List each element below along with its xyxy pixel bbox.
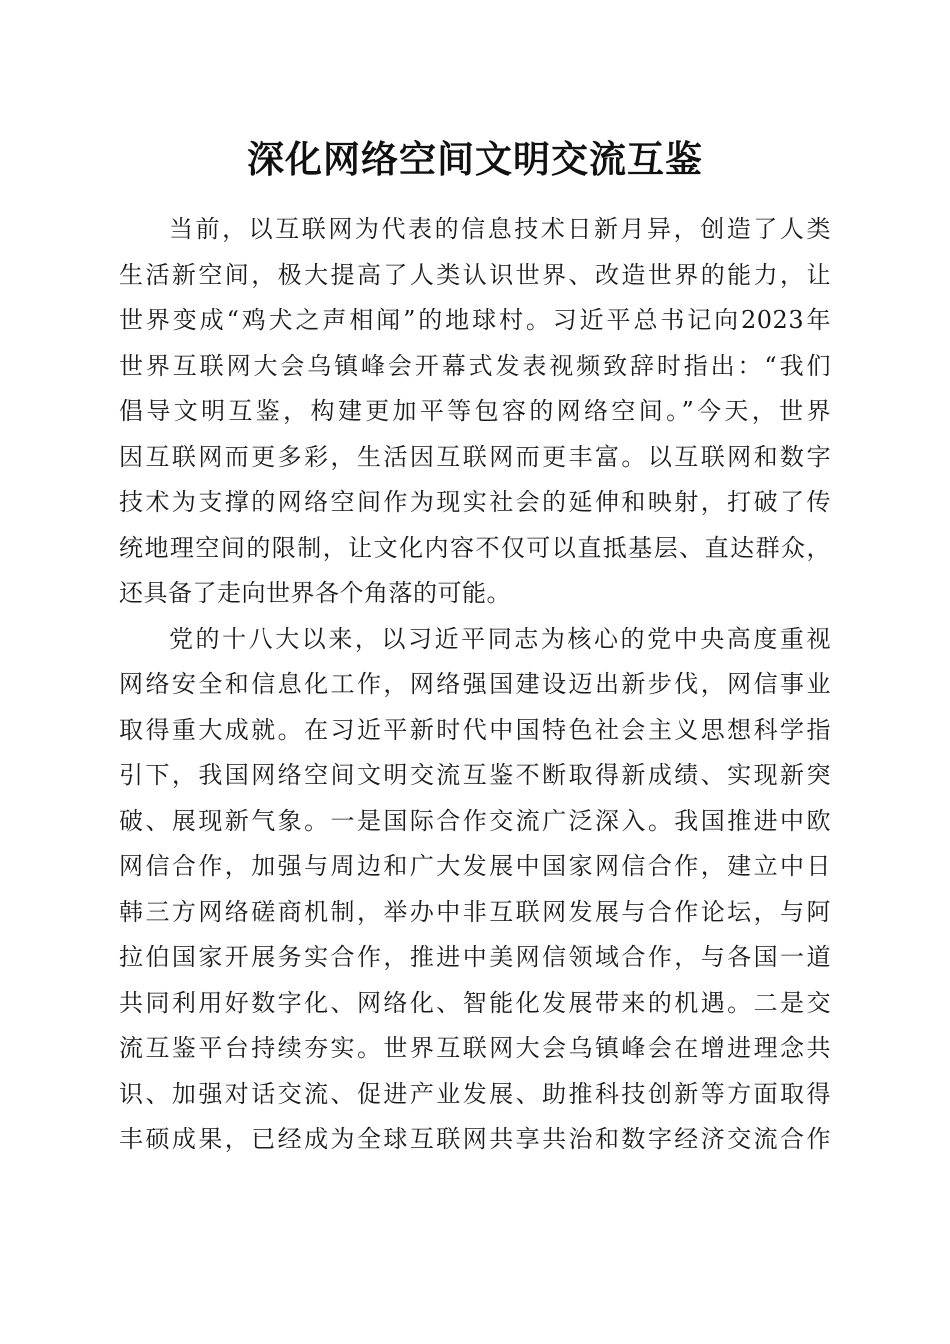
paragraph-line: 丰硕成果，已经成为全球互联网共享共治和数字经济交流合作 bbox=[119, 1125, 831, 1153]
paragraph-line: 生活新空间，极大提高了人类认识世界、改造世界的能力，让 bbox=[119, 260, 831, 289]
paragraph-line: 流互鉴平台持续夯实。世界互联网大会乌镇峰会在增进理念共 bbox=[119, 1034, 831, 1062]
paragraph-line: 倡导文明互鉴，构建更加平等包容的网络空间。”今天，世界 bbox=[119, 397, 831, 425]
paragraph-line: 技术为支撑的网络空间作为现实社会的延伸和映射，打破了传 bbox=[119, 488, 831, 516]
paragraph-line: 破、展现新气象。一是国际合作交流广泛深入。我国推进中欧 bbox=[119, 806, 831, 835]
paragraph-2 bbox=[119, 617, 831, 1163]
paragraph-line: 网信合作，加强与周边和广大发展中国家网信合作，建立中日 bbox=[119, 852, 831, 880]
document-body bbox=[119, 207, 831, 1163]
paragraph-line: 拉伯国家开展务实合作，推进中美网信领域合作，与各国一道 bbox=[119, 943, 831, 971]
paragraph-line: 取得重大成就。在习近平新时代中国特色社会主义思想科学指 bbox=[119, 715, 831, 744]
paragraph-line: 党的十八大以来，以习近平同志为核心的党中央高度重视 bbox=[169, 624, 831, 653]
paragraph-line: 网络安全和信息化工作，网络强国建设迈出新步伐，网信事业 bbox=[119, 670, 831, 698]
paragraph-line: 世界互联网大会乌镇峰会开幕式发表视频致辞时指出：“我们 bbox=[119, 351, 831, 380]
paragraph-line: 因互联网而更多彩，生活因互联网而更丰富。以互联网和数字 bbox=[119, 442, 831, 471]
paragraph-line: 当前，以互联网为代表的信息技术日新月异，创造了人类 bbox=[169, 215, 831, 243]
paragraph-line: 还具备了走向世界各个角落的可能。 bbox=[119, 579, 511, 607]
paragraph-line: 识、加强对话交流、促进产业发展、助推科技创新等方面取得 bbox=[119, 1079, 831, 1108]
document-title: 深化网络空间文明交流互鉴 bbox=[247, 137, 703, 181]
paragraph-line: 统地理空间的限制，让文化内容不仅可以直抵基层、直达群众， bbox=[119, 533, 831, 562]
paragraph-line: 世界变成“鸡犬之声相闻”的地球村。习近平总书记向2023年 bbox=[119, 306, 831, 334]
paragraph-line: 共同利用好数字化、网络化、智能化发展带来的机遇。二是交 bbox=[119, 988, 831, 1017]
paragraph-line: 引下，我国网络空间文明交流互鉴不断取得新成绩、实现新突 bbox=[119, 761, 831, 789]
paragraph-line: 韩三方网络磋商机制，举办中非互联网发展与合作论坛，与阿 bbox=[119, 897, 831, 926]
paragraph-1 bbox=[119, 207, 831, 617]
